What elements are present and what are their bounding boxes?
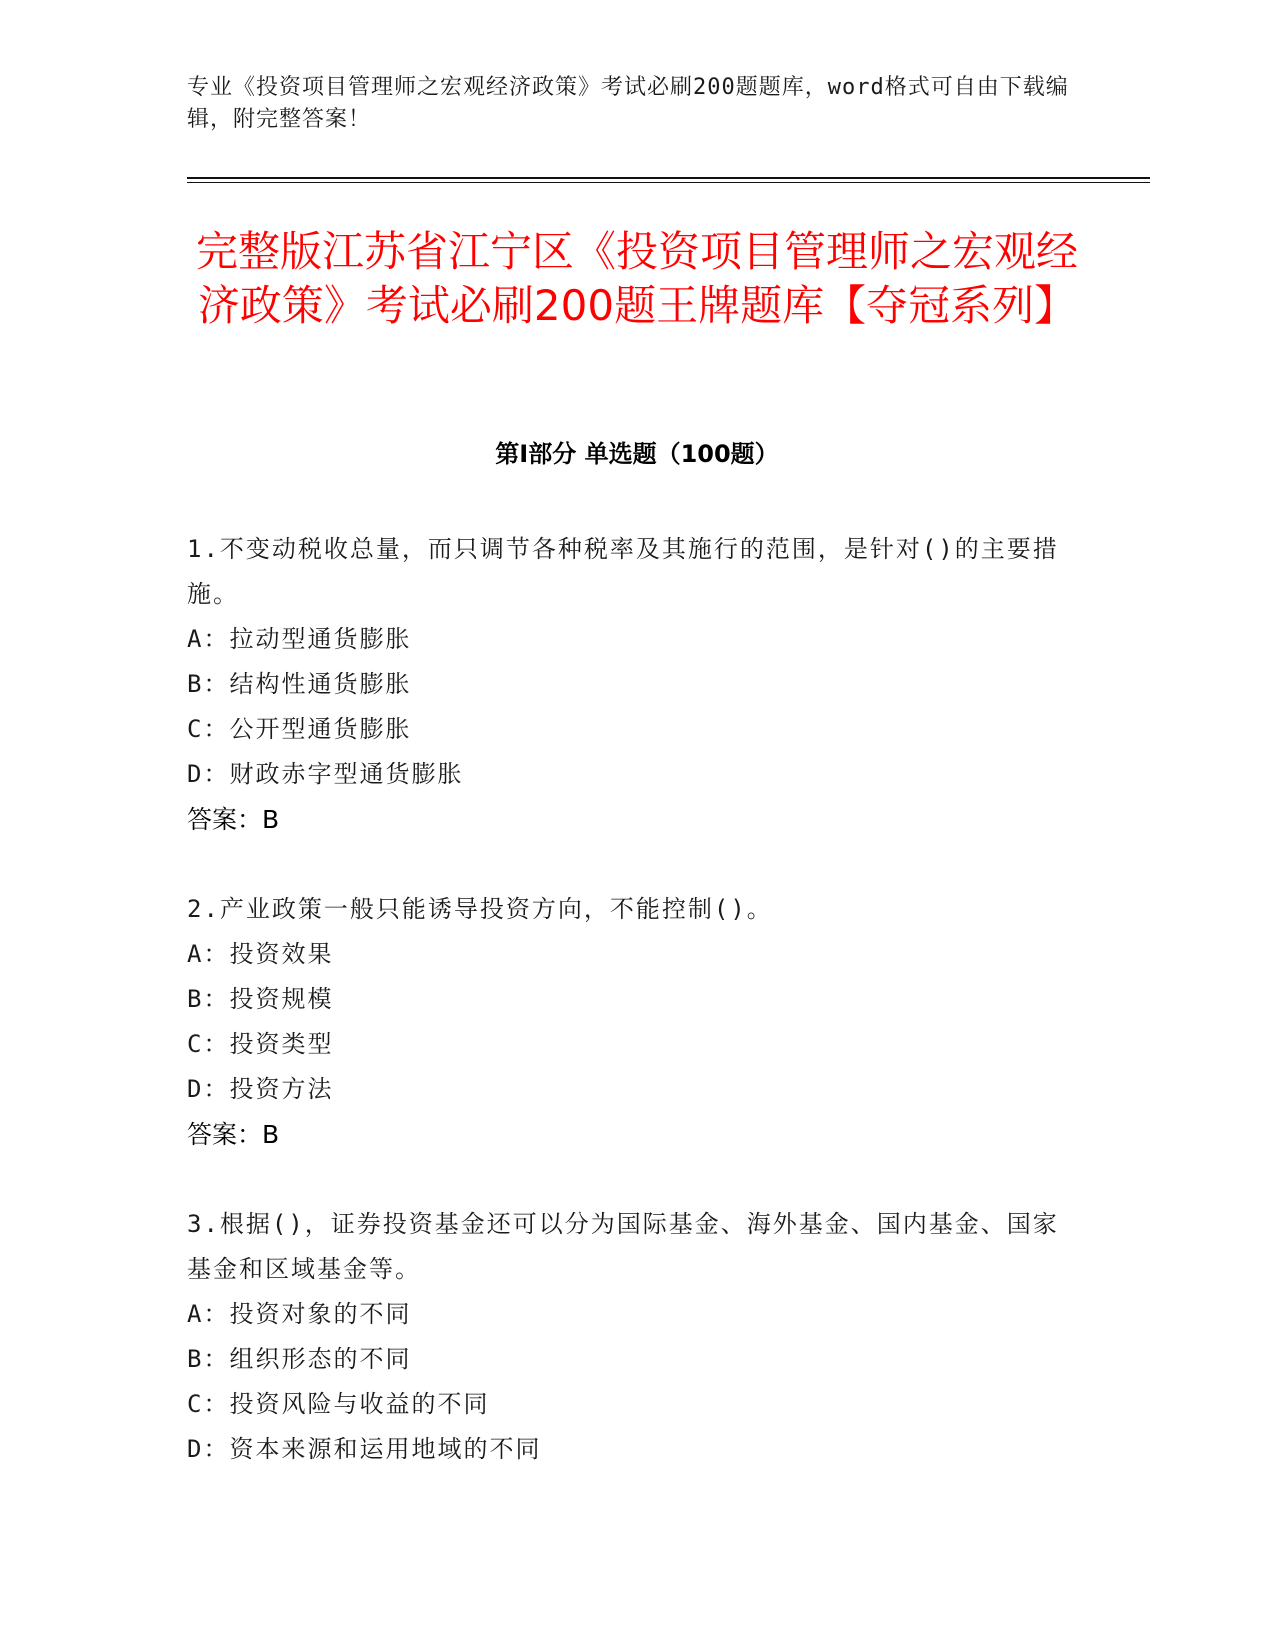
option-d [187, 1427, 1067, 1472]
option-text: 组织形态的不同 [229, 1345, 412, 1373]
option-c [187, 1022, 1067, 1067]
option-key: D： [187, 760, 230, 788]
option-d [187, 752, 1067, 797]
option-text: 投资对象的不同 [229, 1300, 412, 1328]
question-3 [187, 1202, 1067, 1472]
option-text: 投资类型 [229, 1030, 334, 1058]
option-b [187, 977, 1067, 1022]
option-text: 拉动型通货膨胀 [229, 625, 412, 653]
option-text: 投资方法 [229, 1075, 334, 1103]
question-1 [187, 527, 1067, 842]
option-key: B： [187, 1345, 230, 1373]
document-title: 完整版江苏省江宁区《投资项目管理师之宏观经济政策》考试必刷200题王牌题库【夺冠系列】 [195, 227, 1078, 330]
option-a [187, 617, 1067, 662]
option-text: 财政赤字型通货膨胀 [229, 760, 464, 788]
question-stem: 2.产业政策一般只能诱导投资方向，不能控制()。 [187, 895, 773, 923]
option-c [187, 707, 1067, 752]
question-2 [187, 887, 1067, 1157]
question-stem: 3.根据()，证券投资基金还可以分为国际基金、海外基金、国内基金、国家基金和区域基金等。 [187, 1210, 1059, 1283]
answer-line: 答案：B [187, 805, 280, 834]
question-list [187, 527, 1067, 1517]
answer-line: 答案：B [187, 1120, 280, 1149]
option-text: 结构性通货膨胀 [229, 670, 412, 698]
option-text: 投资风险与收益的不同 [229, 1390, 490, 1418]
header-note: 专业《投资项目管理师之宏观经济政策》考试必刷200题题库，word格式可自由下载编辑，附完整答案！ [187, 75, 1069, 132]
option-key: C： [187, 1030, 230, 1058]
option-c [187, 1382, 1067, 1427]
question-stem: 1.不变动税收总量，而只调节各种税率及其施行的范围，是针对()的主要措施。 [187, 535, 1059, 608]
option-b [187, 1337, 1067, 1382]
option-text: 资本来源和运用地域的不同 [229, 1435, 542, 1463]
option-key: B： [187, 985, 230, 1013]
option-b [187, 662, 1067, 707]
option-a [187, 932, 1067, 977]
option-text: 投资规模 [229, 985, 334, 1013]
option-a [187, 1292, 1067, 1337]
option-key: C： [187, 715, 230, 743]
section-heading: 第Ⅰ部分 单选题（100题） [495, 440, 779, 468]
option-key: B： [187, 670, 230, 698]
option-key: A： [187, 1300, 230, 1328]
option-key: A： [187, 625, 230, 653]
option-text: 公开型通货膨胀 [229, 715, 412, 743]
option-key: A： [187, 940, 230, 968]
header-rule-thick [187, 177, 1150, 179]
header-rule-thin [187, 182, 1150, 183]
option-key: D： [187, 1435, 230, 1463]
option-text: 投资效果 [229, 940, 334, 968]
option-key: C： [187, 1390, 230, 1418]
option-key: D： [187, 1075, 230, 1103]
option-d [187, 1067, 1067, 1112]
